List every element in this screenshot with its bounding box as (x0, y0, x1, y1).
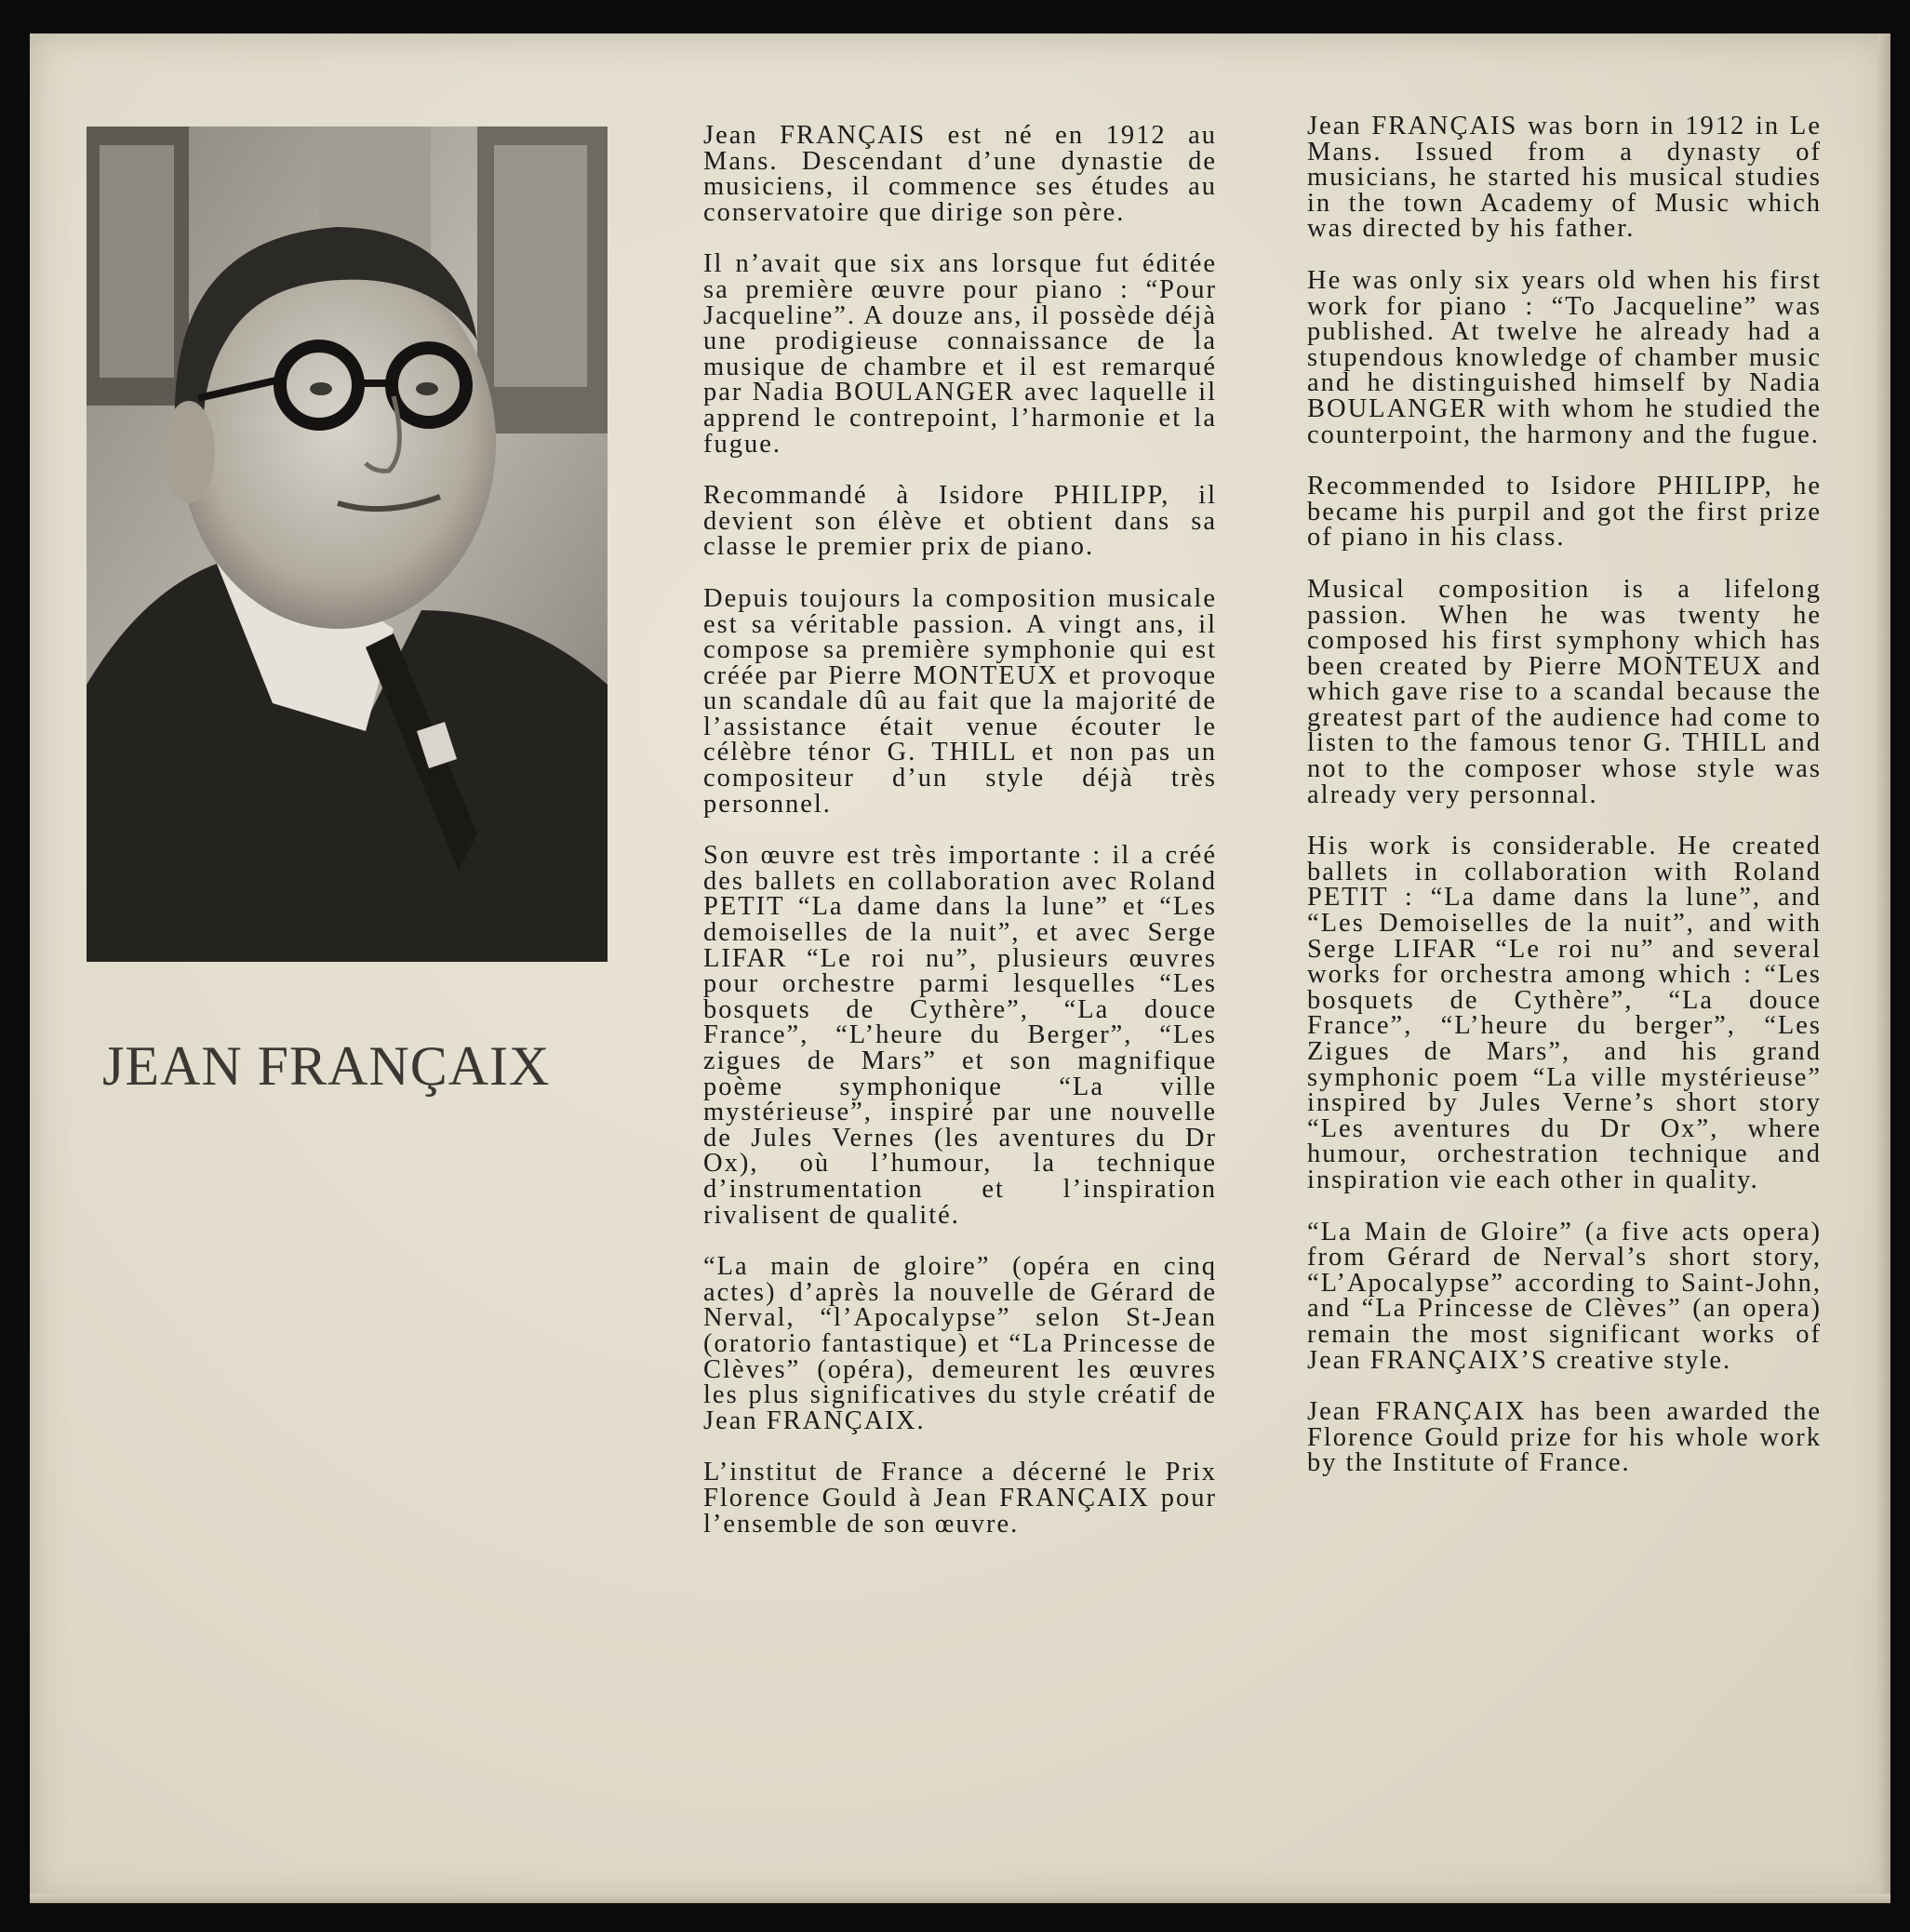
paragraph: “La Main de Gloire” (a five acts opera) from Gérard de Nerval’s short story, “L’Apocalypse” according to Saint-John, and “La Princesse de Clèves” (an opera) remain the most significant works of Jean FRANÇAIX’S creative style. (1307, 1217, 1822, 1375)
paragraph: His work is considerable. He created ballets in collaboration with Roland PETIT : “La dame dans la lune”, and “Les Demoiselles de la nuit”, and with Serge LIFAR “Le roi nu” and several works for orchestra among which : “Les bosquets de Cythère”, “La douce France”, “L’heure du berger”, “Les Zigues de Mars”, and his grand symphonic poem “La ville mystérieuse” inspired by Jules Verne’s short story “Les aventures du Dr Ox”, where humour, orchestration technique and inspiration vie each other in quality. (1307, 832, 1822, 1194)
booklet-spine (1877, 33, 1890, 1903)
paragraph: He was only six years old when his first work for piano : “To Jacqueline” was published. At twelve he already had a stupendous knowledge of chamber music and he distinguished himself by Nadia BOULANGER with whom he studied the counterpoint, the harmony and the fugue. (1307, 265, 1822, 449)
paragraph: Depuis toujours la composition musicale est sa véritable passion. A vingt ans, il compose sa première symphonie qui est créée par Pierre MONTEUX et provoque un scandale dû au fait que la majorité de l’assistance était venue écouter le célèbre ténor G. THILL et non pas un compositeur d’un style déjà très personnel. (703, 583, 1217, 819)
portrait-image (87, 127, 608, 962)
page-title: JEAN FRANÇAIX (102, 1035, 551, 1097)
paragraph: Son œuvre est très importante : il a créé des ballets en collaboration avec Roland PETIT “La dame dans la lune” et “Les demoiselles de la nuit”, et avec Serge LIFAR “Le roi nu”, plusieurs œuvres pour orchestre parmi lesquelles “Les bosquets de Cythère”, “La douce France”, “L’heure du Berger”, “Les zigues de Mars” et son magnifique poème symphonique “La ville mystérieuse”, inspiré par une nouvelle de Jules Vernes (les aventures du Dr Ox), où l’humour, la technique d’instrumentation et l’inspiration rivalisent de qualité. (703, 841, 1217, 1230)
paragraph: Musical composition is a lifelong passion. When he was twenty he composed his first symphony which has been created by Pierre MONTEUX and which gave rise to a scandal because the greatest part of the audience had come to listen to the famous tenor G. THILL and not to the composer whose style was already very personnal. (1307, 574, 1822, 809)
page-bottom-edge (30, 1894, 1890, 1903)
paragraph: Recommended to Isidore PHILIPP, he became his purpil and got the first prize of piano in his class. (1307, 472, 1822, 553)
paragraph: “La main de gloire” (opéra en cinq actes) d’après la nouvelle de Gérard de Nerval, “l’Apocalypse” selon St-Jean (oratorio fantastique) et “La Princesse de Clèves” (opéra), demeurent les œuvres les plus significatives du style créatif de Jean FRANÇAIX. (703, 1252, 1217, 1435)
english-biography (1307, 113, 1822, 1502)
paragraph: Recommandé à Isidore PHILIPP, il devient son élève et obtient dans sa classe le premier prix de piano. (703, 481, 1217, 562)
paragraph: Jean FRANÇAIX has been awarded the Florence Gould prize for his whole work by the Institute of France. (1307, 1397, 1822, 1478)
paragraph: Jean FRANÇAIS was born in 1912 in Le Mans. Issued from a dynasty of musicians, he started his musical studies in the town Academy of Music which was directed by his father. (1307, 112, 1822, 244)
paragraph: L’institut de France a décerné le Prix Florence Gould à Jean FRANÇAIX pour l’ensemble de son œuvre. (703, 1458, 1217, 1539)
french-biography (703, 123, 1217, 1563)
paragraph: Jean FRANÇAIS est né en 1912 au Mans. Descendant d’une dynastie de musiciens, il commence ses études au conservatoire que dirige son père. (703, 121, 1217, 227)
booklet-page (30, 33, 1890, 1903)
portrait-photo (87, 127, 608, 962)
paragraph: Il n’avait que six ans lorsque fut éditée sa première œuvre pour piano : “Pour Jacqueline”. A douze ans, il possède déjà une prodigieuse connaissance de la musique de chambre et il est remarqué par Nadia BOULANGER avec laquelle il apprend le contrepoint, l’harmonie et la fugue. (703, 249, 1217, 459)
